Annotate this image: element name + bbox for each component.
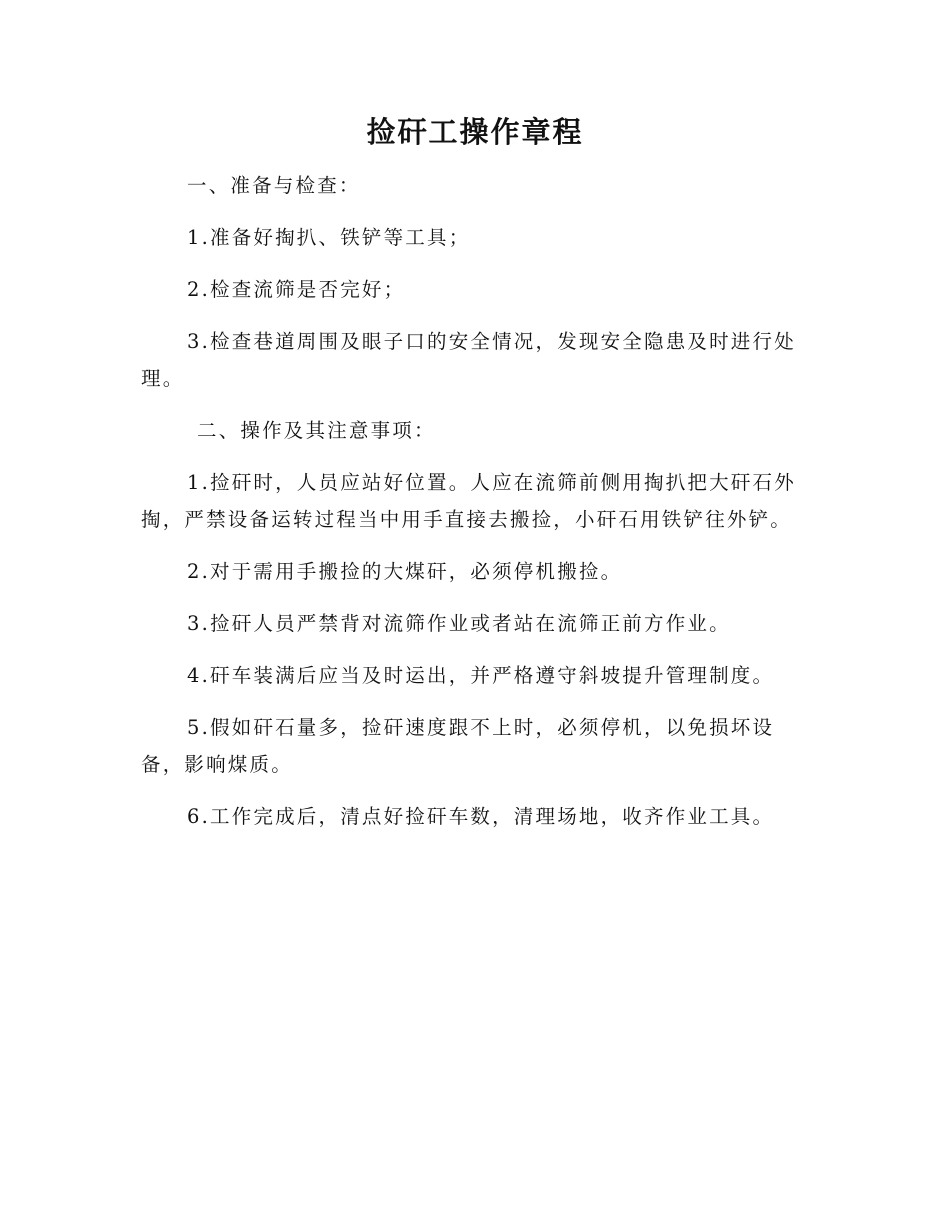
paragraph: 4.矸车装满后应当及时运出，并严格遵守斜坡提升管理制度。 xyxy=(187,664,775,687)
paragraph: 1.准备好掏扒、铁铲等工具； xyxy=(187,226,471,249)
section-heading-operation: 二、操作及其注意事项： xyxy=(197,419,436,442)
paragraph: 1.捡矸时，人员应站好位置。人应在流筛前侧用掏扒把大矸石外掏，严禁设备运转过程当中用手直接去搬捡，小矸石用铁铲往外铲。 xyxy=(141,471,796,531)
document-body xyxy=(141,167,809,850)
paragraph: 3.检查巷道周围及眼子口的安全情况，发现安全隐患及时进行处理。 xyxy=(141,330,796,390)
paragraph: 3.捡矸人员严禁背对流筛作业或者站在流筛正前方作业。 xyxy=(187,612,731,635)
paragraph: 2.检查流筛是否完好； xyxy=(187,278,406,301)
document-title: 捡矸工操作章程 xyxy=(366,115,584,149)
paragraph: 2.对于需用手搬捡的大煤矸，必须停机搬捡。 xyxy=(187,560,623,583)
section-heading-preparation: 一、准备与检查： xyxy=(187,174,361,197)
paragraph: 6.工作完成后，清点好捡矸车数，清理场地，收齐作业工具。 xyxy=(187,805,775,828)
paragraph: 5.假如矸石量多，捡矸速度跟不上时，必须停机，以免损坏设备，影响煤质。 xyxy=(141,716,775,776)
